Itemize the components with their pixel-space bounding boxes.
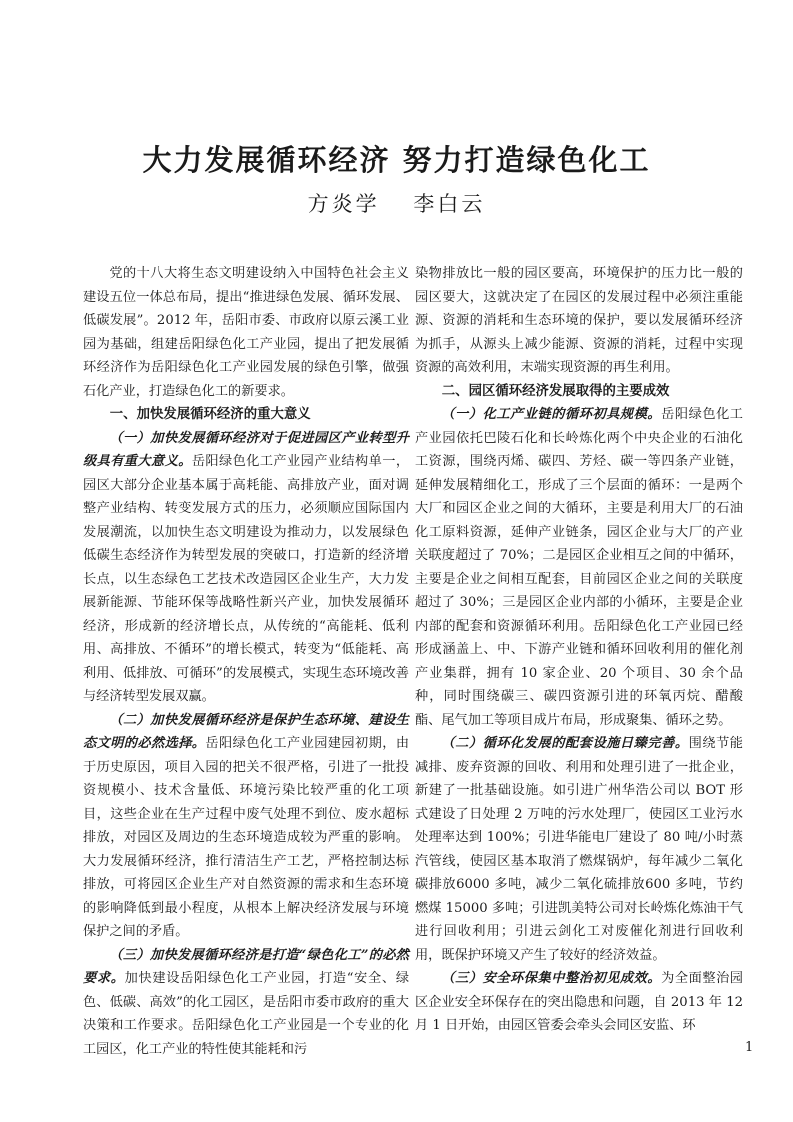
author-name: 李白云 <box>413 192 486 216</box>
left-column <box>83 262 409 1061</box>
subsection-lead: （二）循环化发展的配套设施日臻完善。 <box>441 736 689 751</box>
subsection-lead: （一）化工产业链的循环初具规模。 <box>441 407 662 422</box>
article-title: 大力发展循环经济 努力打造绿色化工 <box>142 143 651 177</box>
author-name: 方炎学 <box>307 192 380 216</box>
right-column <box>415 262 743 1038</box>
subsection-lead: （三）安全环保集中整治初见成效。 <box>441 971 662 986</box>
body-paragraph <box>83 944 409 1062</box>
subsection-lead: （二）加快发展循环经济是保护生态环境、建设生态文明的必然选择。 <box>83 712 409 751</box>
paragraph-text: 岳阳绿色化工产业园产业结构单一，园区大部分企业基本属于高耗能、高排放产业，面对调整产业结构、转变发展方式的压力，必须顺应国际国内发展潮流，以加快生态文明建设为推动力，以发展绿色低碳生态经济作为转型发展的突破口，打造新的经济增长点，以生态绿色工艺技术改造园区企业生产，大力发展新能源、节能环保等战略性新兴产业，加快发展循环经济，形成新的经济增长点，从传统的“高能耗、低利用、高排放、不循环”的增长模式，转变为“低能耗、高利用、低排放、可循环”的发展模式，实现生态环境改善与经济转型发展双赢。 <box>83 454 410 704</box>
body-paragraph <box>415 403 743 732</box>
paragraph-text: 岳阳绿色化工产业园建园初期，由于历史原因，项目入园的把关不很严格，引进了一批投资规模小、技术含量低、环境污染比较严重的化工项目，这些企业在生产过程中废气处理不到位、废水超标排放，对园区及周边的生态环境造成较为严重的影响。大力发展循环经济，推行清洁生产工艺，严格控制达标排放，可将园区企业生产对自然资源的需求和生态环境的影响降低到最小程度，从根本上解决经济发展与环境保护之间的矛盾。 <box>83 736 410 939</box>
paragraph-text: 加快建设岳阳绿色化工产业园，打造“安全、绿色、低碳、高效”的化工园区，是岳阳市委市政府的重大决策和工作要求。岳阳绿色化工产业园是一个专业的化工园区，化工产业的特性使其能耗和污 <box>83 971 410 1057</box>
section-heading-1: 一、加快发展循环经济的重大意义 <box>109 407 311 422</box>
body-paragraph <box>415 732 743 967</box>
author-line <box>0 188 793 218</box>
paragraph-text: 围绕节能减排、废弃资源的回收、利用和处理引进了一批企业，新建了一批基础设施。如引进广州华浩公司以 BOT 形式建设了日处理 2 万吨的污水处理厂，使园区工业污水处理率达到 100%；引进华能电厂建设了 80 吨/小时蒸汽管线，使园区基本取消了燃煤锅炉，每年减少二氧化碳排放6000 多吨，减少二氧化硫排放600 多吨，节约燃煤 15000 多吨；引进凯美特公司对长岭炼化炼油干气进行回收利用；引进云剑化工对废催化剂进行回收利用，既保护环境又产生了较好的经济效益。 <box>415 736 743 963</box>
subsection-lead: （一）加快发展循环经济对于促进园区产业转型升级具有重大意义。 <box>83 430 409 469</box>
paragraph-text: 岳阳绿色化工产业园依托巴陵石化和长岭炼化两个中央企业的石油化工资源，围绕丙烯、碳四、芳烃、碳一等四条产业链，延伸发展精细化工，形成了三个层面的循环：一是两个大厂和园区企业之间的大循环，主要是利用大厂的石油化工原料资源，延伸产业链条，园区企业与大厂的产业关联度超过了 70%；二是园区企业相互之间的中循环，主要是企业之间相互配套，目前园区企业之间的关联度超过了 30%；三是园区企业内部的小循环，主要是企业内部的配套和资源循环利用。岳阳绿色化工产业园已经形成涵盖上、中、下游产业链和循环回收利用的催化剂产业集群，拥有 10 家企业、20 个项目、30 余个品种，同时围绕碳三、碳四资源引进的环氧丙烷、醋酸酯、尾气加工等项目成片布局，形成聚集、循环之势。 <box>415 407 743 728</box>
paragraph-text: 为全面整治园区企业安全环保存在的突出隐患和问题，自 2013 年 12 月 1 日开始，由园区管委会牵头会同区安监、环 <box>415 971 743 1033</box>
section-heading-2: 二、园区循环经济发展取得的主要成效 <box>441 383 670 399</box>
subsection-lead: （三）加快发展循环经济是打造“绿色化工”的必然要求。 <box>83 947 409 986</box>
continued-paragraph: 染物排放比一般的园区要高，环境保护的压力比一般的园区要大，这就决定了在园区的发展过程中必须注重能源、资源的消耗和生态环境的保护，要以发展循环经济为抓手，从源头上减少能源、资源的消耗，过程中实现资源的高效利用，末端实现资源的再生利用。 <box>415 266 743 375</box>
body-paragraph <box>415 967 743 1038</box>
intro-paragraph: 党的十八大将生态文明建设纳入中国特色社会主义建设五位一体总布局，提出“推进绿色发展、循环发展、低碳发展”。2012 年，岳阳市委、市政府以原云溪工业园为基础，组建岳阳绿色化工产业园，提出了把发展循环经济作为岳阳绿色化工产业园发展的绿色引擎，做强石化产业，打造绿色化工的新要求。 <box>83 266 409 399</box>
page-number: 1 <box>745 1040 754 1055</box>
body-paragraph <box>83 427 409 709</box>
body-paragraph <box>83 709 409 944</box>
